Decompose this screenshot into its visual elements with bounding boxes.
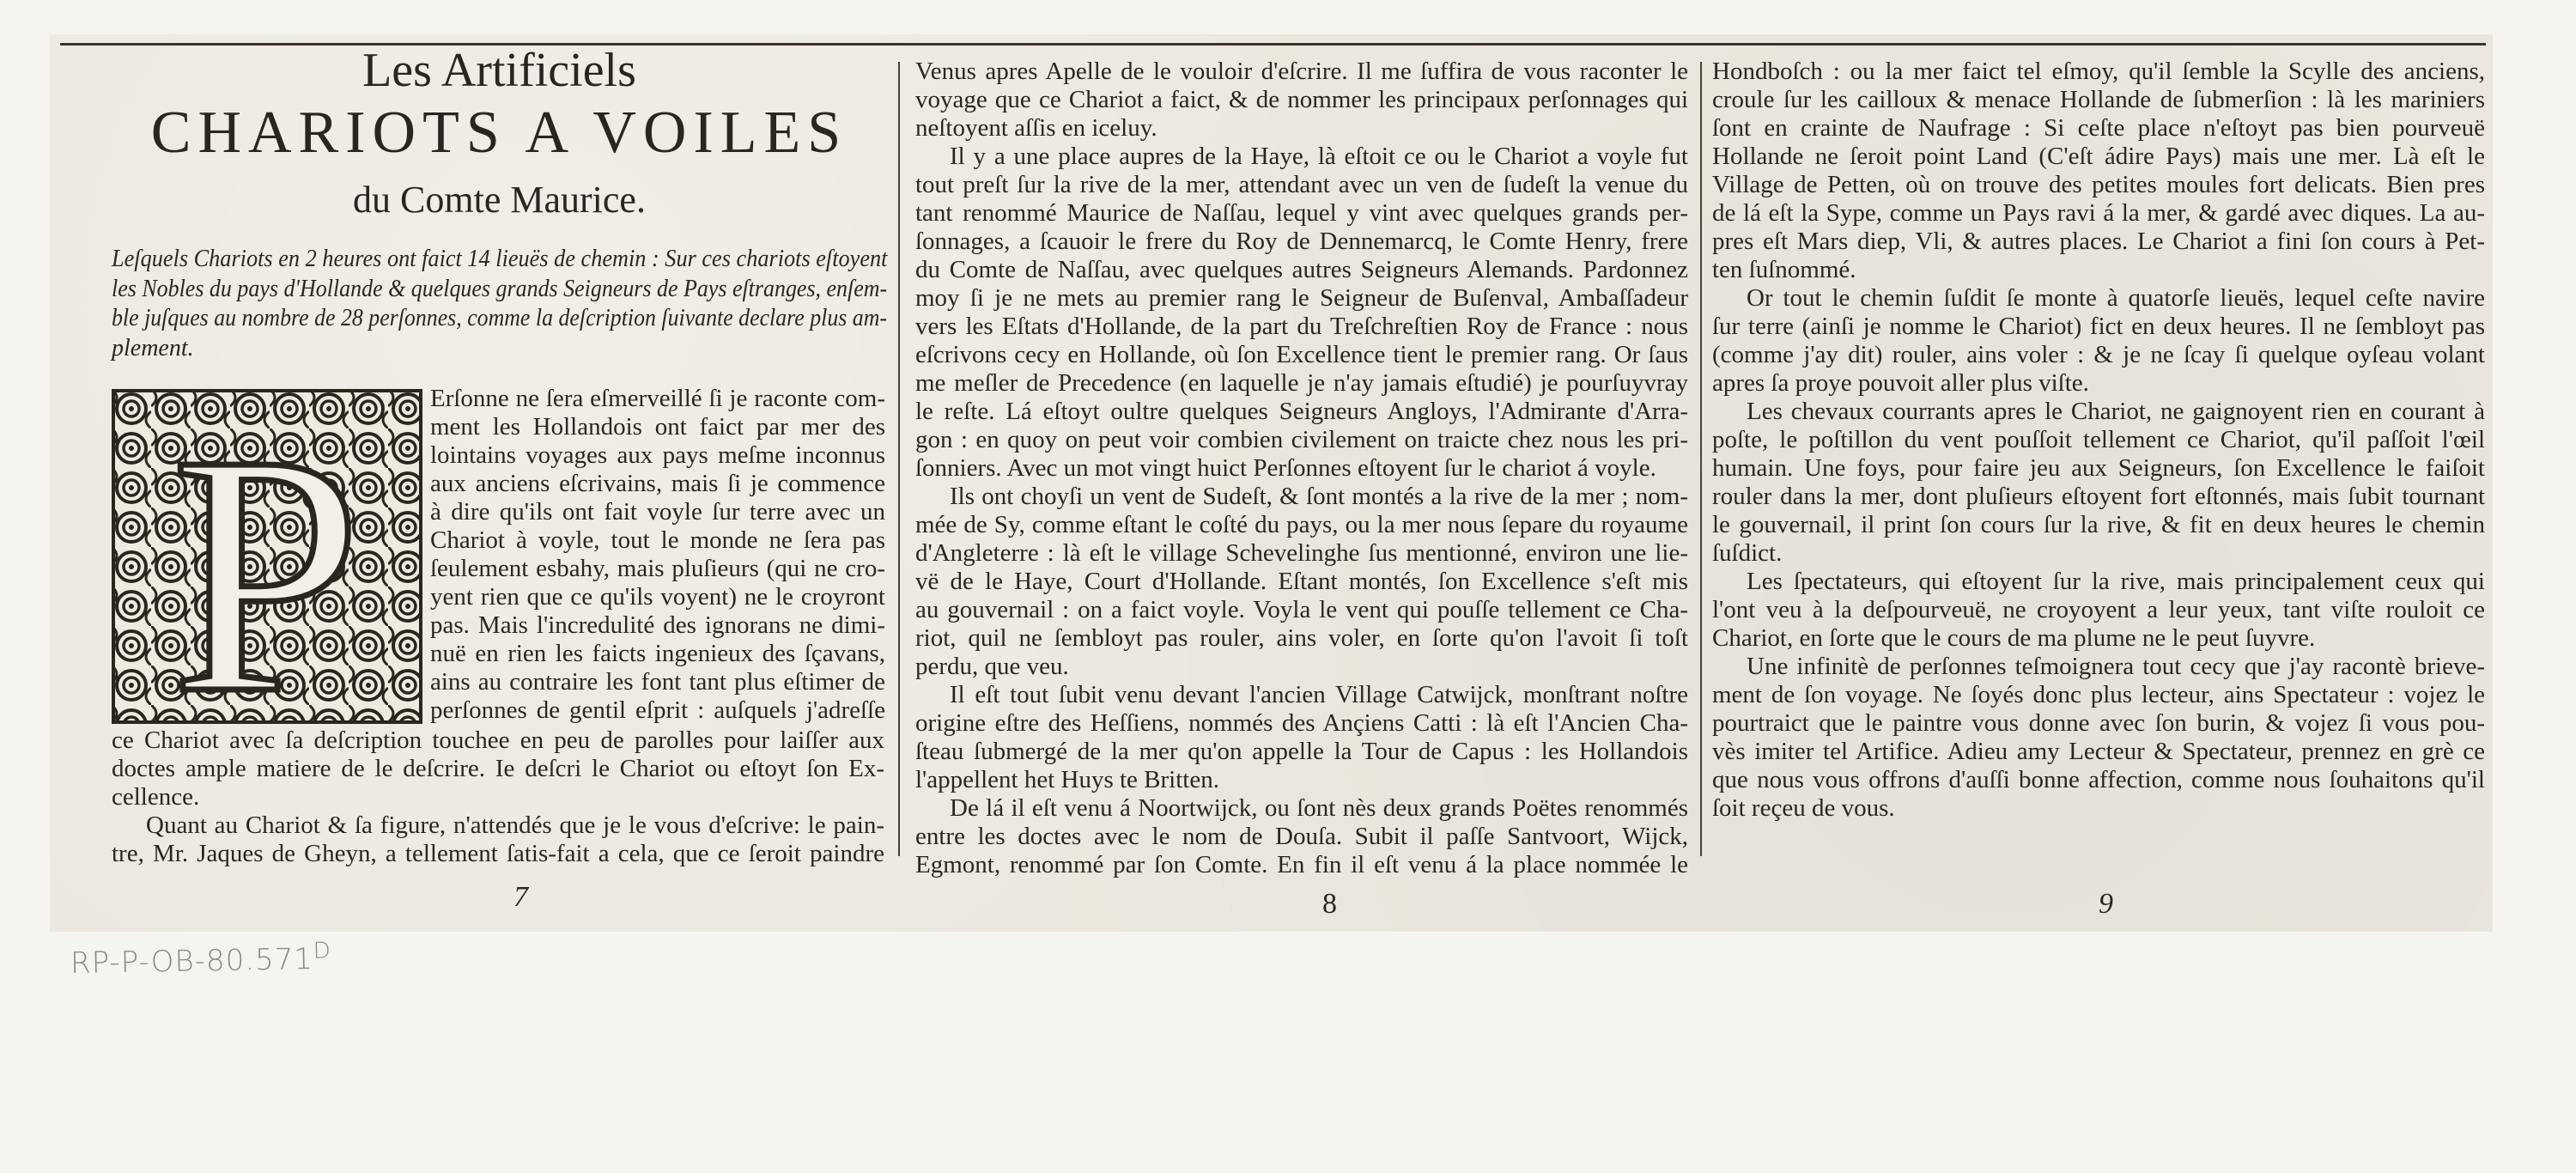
text-line: pas. Mais l'incredulité des ignorans ne dimi- — [430, 611, 885, 639]
text-line: vès imiter tel Artifice. Adieu amy Lecteur & Spectateur, prennez en grè ce — [1712, 738, 2485, 765]
text-line: au gouvernail : on a faict voyle. Voyla le vent qui pouſſe tellement ce Cha- — [915, 596, 1688, 623]
text-line: Il eſt tout ſubit venu devant l'ancien Village Catwijck, monſtrant noſtre — [950, 681, 1688, 708]
text-line: me meſler de Precedence (en laquelle je n'ay jamais eſtudié) je pourſuyvray — [915, 369, 1688, 397]
text-line: ſur terre (ainſi je nomme le Chariot) fict en deux heures. Il ne ſembloyt pas — [1712, 313, 2485, 340]
ornamental-initial-icon — [112, 389, 422, 724]
text-line: ment de ſon voyage. Ne ſoyés donc plus lecteur, ains Spectateur : vojez le — [1712, 681, 2485, 708]
page-9-body — [1712, 58, 2485, 823]
text-line: ſont en crainte de Naufrage : Si ceſte place n'eſtoyt pas bien pourveuë — [1712, 114, 2485, 142]
text-line: tre, Mr. Jaques de Gheyn, a tellement ſatis-fait a cela, que ce ſeroit paindre — [112, 840, 884, 867]
text-line: Egmont, renommé par ſon Comte. En fin il eſt venu á la place nommée le — [915, 851, 1688, 878]
text-line: ſonniers. Avec un mot vingt huict Perſonnes eſtoyent ſur le chariot á voyle. — [915, 454, 1656, 482]
page-number-9: 9 — [2099, 888, 2113, 920]
text-line: l'ont veu à la deſpourveuë, ne croyoyent a leur yeux, tant viſte rouloit ce — [1712, 596, 2485, 623]
text-line: riot, quil ne ſembloyt pas rouler, ains voler, en ſorte qu'on l'avoit ſi toſt — [915, 624, 1688, 652]
text-line: d'Angleterre : là eſt le village Schevelinghe ſus mentionné, environ une lie- — [915, 539, 1688, 567]
text-line: Il y a une place aupres de la Haye, là eſtoit ce ou le Chariot a voyle fut — [950, 143, 1688, 170]
text-line: ſuſdict. — [1712, 539, 1783, 567]
text-line: plement. — [112, 334, 194, 362]
text-line: entre les doctes avec le nom de Douſa. Subit il paſſe Santvoort, Wijck, — [915, 823, 1688, 850]
text-line: poſte, le poſtillon du vent pouſſoit tellement ce Chariot, qu'il paſſoit l'œil — [1712, 426, 2485, 453]
title-line-3: du Comte Maurice. — [353, 179, 646, 221]
text-line: Une infinitè de perſonnes teſmoignera tout cecy que j'ay racontè brieve- — [1747, 653, 2485, 680]
text-line: ment les Hollandois ont faict par mer des — [430, 413, 885, 441]
inventory-suffix: D — [313, 938, 332, 964]
text-line: croule ſur les cailloux & menace Hollande de ſubmerſion : là les mariniers — [1712, 86, 2485, 113]
column-divider — [1700, 62, 1702, 856]
text-line: ſteau ſubmergé de la mer qu'on appelle la Tour de Capus : les Hollandois — [915, 738, 1688, 765]
inventory-number-handwritten — [70, 933, 332, 981]
page-number-7: 7 — [513, 881, 528, 913]
text-line: moy ſi je ne mets au premier rang le Seigneur de Buſenval, Ambaſſadeur — [915, 284, 1688, 312]
text-line: ſoit reçeu de vous. — [1712, 794, 1895, 822]
text-line: aux anciens eſcrivains, mais ſi je commence — [430, 470, 885, 497]
text-line: Or tout le chemin ſuſdit ſe monte à quatorſe lieuës, lequel ceſte navire — [1747, 284, 2485, 312]
text-line: nuë en rien les faicts ingenieux des ſçavans, — [430, 640, 885, 667]
text-line: (comme j'ay dit) rouler, ains voler : & je ne ſcay ſi quelque oyſeau volant — [1712, 341, 2485, 368]
text-line: Leſquels Chariots en 2 heures ont faict 14 lieuës de chemin : Sur ces chariots eſtoyent — [112, 246, 888, 272]
text-line: pourtraict que le paintre vous donne avec ſon burin, & vojez ſi vous pou- — [1712, 709, 2485, 737]
intro-italic-paragraph — [112, 245, 887, 363]
text-line: yent rien que ce qu'ils voyent) ne le croyront — [430, 583, 885, 611]
text-line: à dire qu'ils ont fait voyle ſur terre avec un — [430, 498, 885, 526]
text-line: de lá eſt la Sype, comme un Pays ravi á la mer, & gardé avec diques. La au- — [1712, 199, 2485, 227]
page-8-body — [915, 58, 1688, 879]
text-line: origine eſtre des Heſſiens, nommés des Ançiens Catti : là eſt l'Ancien Cha- — [915, 709, 1688, 737]
text-line: l'appellent het Huys te Britten. — [915, 766, 1219, 793]
text-line: doctes ample matiere de le deſcrire. Ie deſcri le Chariot ou eſtoyt ſon Ex- — [112, 755, 884, 782]
text-line: le gouvernail, il print ſon cours ſur la rive, & fit en deux heures le chemin — [1712, 511, 2485, 538]
text-line: Venus apres Apelle de le vouloir d'eſcrire. Il me ſuffira de vous raconter le — [915, 58, 1688, 85]
text-line: ce Chariot avec ſa deſcription touchee en peu de parolles pour laiſſer aux — [112, 726, 884, 754]
text-line: pres eſt Mars diep, Vli, & autres places. Le Chariot a fini ſon cours à Pet- — [1712, 228, 2485, 255]
text-line: ſonnages, a ſcauoir le frere du Roy de Dennemarcq, le Comte Henry, frere — [915, 228, 1688, 255]
text-line: ſeulement esbahy, mais pluſieurs (qui ne cro- — [430, 555, 885, 582]
text-line: vë de le Haye, Court d'Hollande. Eſtant montés, ſon Excellence s'eſt mis — [915, 568, 1688, 595]
text-line: tout preſt ſur la rive de la mer, attendant avec un ven de ſudeſt la venue du — [915, 171, 1688, 198]
text-line: Hondboſch : ou la mer faict tel eſmoy, qu'il ſemble la Scylle des anciens, — [1712, 58, 2485, 85]
text-line: voyage que ce Chariot a faict, & de nommer les principaux perſonnages qui — [915, 86, 1688, 113]
text-line: tant renommé Maurice de Naſſau, lequel y vint avec quelques grands per- — [915, 199, 1688, 227]
text-line: neſtoyent aſſis en iceluy. — [915, 114, 1157, 142]
text-line: gon : en quoy on peut voir combien civilement on traicte chez nous les pri- — [915, 426, 1688, 453]
text-line: Chariot, en ſorte que le cours de ma plume ne le peut ſuyvre. — [1712, 624, 2316, 652]
text-line: Les ſpectateurs, qui eſtoyent ſur la rive, mais principalement ceux qui — [1747, 568, 2485, 595]
text-line: humain. Une foys, pour faire jeu aux Seigneurs, ſon Excellence le faiſoit — [1712, 454, 2485, 482]
text-line: perſonnes de gentil eſprit : auſquels j'adreſſe — [430, 696, 885, 724]
text-line: ains au contraire les font tant plus eſtimer de — [430, 668, 885, 696]
page-7-body — [112, 726, 884, 868]
text-line: mée de Sy, comme eſtant le coſté du pays, ou la mer nous ſepare du royaume — [915, 511, 1688, 538]
text-line: Chariot à voyle, tout le monde ne ſera pas — [430, 526, 885, 554]
drop-cap-letter: P — [170, 389, 362, 724]
inventory-number: RP-P-OB-80.571 — [70, 942, 314, 981]
text-line: le reſte. Lá eſtoyt oultre quelques Seigneurs Angloys, l'Admirante d'Arra- — [915, 398, 1688, 425]
text-line: Erſonne ne ſera eſmerveillé ſi je raconte com- — [430, 385, 885, 412]
text-line: les Nobles du pays d'Hollande & quelques grands Seigneurs de Pays eſtranges, enſem- — [112, 275, 888, 302]
title-line-1: Les Artificiels — [362, 44, 636, 97]
text-line: Ils ont choyſi un vent de Sudeſt, & ſont montés a la rive de la mer ; nom- — [950, 483, 1688, 510]
text-line: Les chevaux courrants apres le Chariot, ne gaignoyent rien en courant à — [1747, 398, 2485, 425]
text-line: que nous vous offrons d'auſſi bonne affection, comme nous ſouhaitons qu'il — [1712, 766, 2485, 793]
text-line: Quant au Chariot & ſa figure, n'attendés que je le vous d'eſcrive: le pain- — [146, 811, 884, 839]
text-line: eſcrivons cecy en Hollande, où ſon Excellence tient le premier rang. Or ſaus — [915, 341, 1688, 368]
page-number-8: 8 — [1322, 888, 1337, 920]
text-line: lointains voyages aux pays meſme inconnus — [430, 441, 885, 469]
title-line-2: CHARIOTS A VOILES — [150, 100, 848, 166]
text-line: ble juſques au nombre de 28 perſonnes, comme la deſcription ſuivante declare plus am- — [112, 305, 887, 331]
text-line: ten ſuſnommé. — [1712, 256, 1856, 283]
text-line: cellence. — [112, 783, 200, 811]
text-line: du Comte de Naſſau, avec quelques autres Seigneurs Alemands. Pardonnez — [915, 256, 1688, 283]
text-line: Hollande ne ſeroit point Land (C'eſt ádire Pays) mais une mer. Là eſt le — [1712, 143, 2485, 170]
text-line: De lá il eſt venu á Noortwijck, ou ſont nès deux grands Poëtes renommés — [950, 794, 1688, 822]
drop-cap-paragraph — [430, 385, 885, 725]
text-line: Village de Petten, où on trouve des petites moules fort delicats. Bien pres — [1712, 171, 2485, 198]
column-divider — [898, 62, 900, 856]
text-line: perdu, que veu. — [915, 653, 1069, 680]
text-line: rouler dans la mer, dont pluſieurs eſtoyent fort eſtonnés, mais ſubit tournant — [1712, 483, 2485, 510]
text-line: vers les Eſtats d'Hollande, de la part du Treſchreſtien Roy de France : nous — [915, 313, 1688, 340]
drop-cap-ornament — [112, 389, 422, 724]
text-line: apres ſa proye pouvoit aller plus viſte. — [1712, 369, 2089, 397]
